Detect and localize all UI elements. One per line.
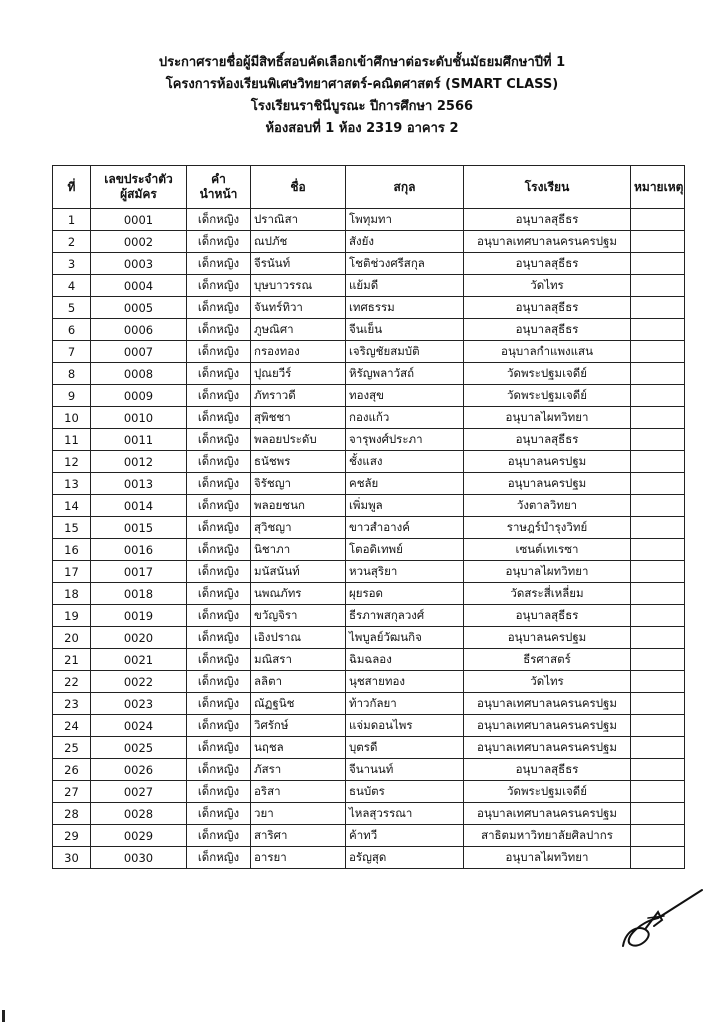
- cell-applicant-id: 0013: [91, 473, 187, 495]
- cell-remark: [631, 319, 685, 341]
- cell-prefix: เด็กหญิง: [187, 803, 251, 825]
- cell-prefix: เด็กหญิง: [187, 737, 251, 759]
- cell-no: 16: [53, 539, 91, 561]
- cell-no: 14: [53, 495, 91, 517]
- cell-applicant-id: 0030: [91, 847, 187, 869]
- table-row: [53, 847, 685, 869]
- cell-first-name: ปุณยวีร์: [251, 363, 346, 385]
- header-title: ประกาศรายชื่อผู้มีสิทธิ์สอบคัดเลือกเข้าศึกษาต่อระดับชั้นมัธยมศึกษาปีที่ 1: [158, 55, 566, 70]
- cell-last-name: ค้าทวี: [346, 825, 464, 847]
- table-row: [53, 341, 685, 363]
- header-project: โครงการห้องเรียนพิเศษวิทยาศาสตร์-คณิตศาสตร์ (SMART CLASS): [165, 77, 559, 92]
- cell-last-name: เทศธรรม: [346, 297, 464, 319]
- cell-applicant-id: 0029: [91, 825, 187, 847]
- cell-first-name: สุวิชญา: [251, 517, 346, 539]
- cell-first-name: นิชาภา: [251, 539, 346, 561]
- cell-school: ราษฎร์บำรุงวิทย์: [464, 517, 631, 539]
- cell-remark: [631, 737, 685, 759]
- cell-applicant-id: 0009: [91, 385, 187, 407]
- cell-no: 24: [53, 715, 91, 737]
- cell-last-name: อรัญสุด: [346, 847, 464, 869]
- cell-applicant-id: 0010: [91, 407, 187, 429]
- cell-school: อนุบาลไผทวิทยา: [464, 561, 631, 583]
- cell-no: 6: [53, 319, 91, 341]
- cell-applicant-id: 0028: [91, 803, 187, 825]
- cell-first-name: จิรัชญา: [251, 473, 346, 495]
- col-header-prefix-line1: คำ: [211, 172, 226, 186]
- cell-no: 2: [53, 231, 91, 253]
- cell-school: วัดไทร: [464, 275, 631, 297]
- cell-last-name: โพทุมทา: [346, 209, 464, 231]
- table-row: [53, 671, 685, 693]
- table-row: [53, 649, 685, 671]
- cell-first-name: มณิสรา: [251, 649, 346, 671]
- cell-prefix: เด็กหญิง: [187, 341, 251, 363]
- cell-applicant-id: 0012: [91, 451, 187, 473]
- cell-last-name: จีนานนท์: [346, 759, 464, 781]
- table-row: [53, 737, 685, 759]
- cell-prefix: เด็กหญิง: [187, 385, 251, 407]
- table-row: [53, 429, 685, 451]
- cell-prefix: เด็กหญิง: [187, 605, 251, 627]
- table-row: [53, 231, 685, 253]
- cell-no: 10: [53, 407, 91, 429]
- cell-remark: [631, 583, 685, 605]
- cell-prefix: เด็กหญิง: [187, 671, 251, 693]
- cell-no: 20: [53, 627, 91, 649]
- cell-no: 21: [53, 649, 91, 671]
- cell-school: อนุบาลไผทวิทยา: [464, 407, 631, 429]
- cell-applicant-id: 0018: [91, 583, 187, 605]
- cell-first-name: พลอยชนก: [251, 495, 346, 517]
- cell-prefix: เด็กหญิง: [187, 407, 251, 429]
- cell-last-name: หวนสุริยา: [346, 561, 464, 583]
- cell-remark: [631, 275, 685, 297]
- cell-first-name: ปราณิสา: [251, 209, 346, 231]
- cell-school: อนุบาลนครปฐม: [464, 473, 631, 495]
- cell-applicant-id: 0027: [91, 781, 187, 803]
- cell-first-name: นพณภัทร: [251, 583, 346, 605]
- cell-prefix: เด็กหญิง: [187, 561, 251, 583]
- cell-last-name: ท้าวกัลยา: [346, 693, 464, 715]
- cell-applicant-id: 0019: [91, 605, 187, 627]
- cell-applicant-id: 0006: [91, 319, 187, 341]
- cell-no: 9: [53, 385, 91, 407]
- cell-school: สาธิตมหาวิทยาลัยศิลปากร: [464, 825, 631, 847]
- table-row: [53, 253, 685, 275]
- cell-prefix: เด็กหญิง: [187, 473, 251, 495]
- table-row: [53, 319, 685, 341]
- cell-applicant-id: 0024: [91, 715, 187, 737]
- table-row: [53, 693, 685, 715]
- cell-first-name: วยา: [251, 803, 346, 825]
- cell-prefix: เด็กหญิง: [187, 781, 251, 803]
- cell-prefix: เด็กหญิง: [187, 583, 251, 605]
- col-header-remark: หมายเหตุ: [631, 166, 685, 209]
- cell-no: 15: [53, 517, 91, 539]
- cell-prefix: เด็กหญิง: [187, 649, 251, 671]
- cell-prefix: เด็กหญิง: [187, 495, 251, 517]
- col-header-first-name: ชื่อ: [251, 166, 346, 209]
- cell-remark: [631, 385, 685, 407]
- cell-no: 26: [53, 759, 91, 781]
- cell-remark: [631, 473, 685, 495]
- cell-remark: [631, 407, 685, 429]
- cell-no: 11: [53, 429, 91, 451]
- cell-remark: [631, 539, 685, 561]
- cell-first-name: ภัสรา: [251, 759, 346, 781]
- cell-last-name: ฉิมฉลอง: [346, 649, 464, 671]
- cell-applicant-id: 0023: [91, 693, 187, 715]
- cell-school: วังตาลวิทยา: [464, 495, 631, 517]
- cell-remark: [631, 495, 685, 517]
- cell-school: อนุบาลสุธีธร: [464, 297, 631, 319]
- col-header-applicant-id-line2: ผู้สมัคร: [120, 187, 157, 201]
- cell-school: อนุบาลสุธีธร: [464, 209, 631, 231]
- cell-applicant-id: 0017: [91, 561, 187, 583]
- cell-remark: [631, 781, 685, 803]
- col-header-prefix: [187, 166, 251, 209]
- table-row: [53, 803, 685, 825]
- cell-first-name: จันทร์ทิวา: [251, 297, 346, 319]
- table-row: [53, 473, 685, 495]
- cell-prefix: เด็กหญิง: [187, 627, 251, 649]
- table-row: [53, 385, 685, 407]
- table-row: [53, 759, 685, 781]
- cell-remark: [631, 363, 685, 385]
- cell-first-name: มนัสนันท์: [251, 561, 346, 583]
- cell-school: อนุบาลเทศบาลนครนครปฐม: [464, 803, 631, 825]
- cell-first-name: ณัฏฐนิช: [251, 693, 346, 715]
- cell-no: 18: [53, 583, 91, 605]
- cell-prefix: เด็กหญิง: [187, 231, 251, 253]
- table-row: [53, 363, 685, 385]
- document-header: [0, 52, 724, 140]
- col-header-applicant-id: [91, 166, 187, 209]
- cell-school: อนุบาลนครปฐม: [464, 627, 631, 649]
- cell-remark: [631, 627, 685, 649]
- cell-no: 12: [53, 451, 91, 473]
- cell-last-name: ขาวสำอางค์: [346, 517, 464, 539]
- cell-applicant-id: 0015: [91, 517, 187, 539]
- cell-no: 23: [53, 693, 91, 715]
- cell-last-name: แย้มดี: [346, 275, 464, 297]
- table-row: [53, 561, 685, 583]
- cell-no: 22: [53, 671, 91, 693]
- cell-last-name: ทองสุข: [346, 385, 464, 407]
- cell-first-name: เอิงปราณ: [251, 627, 346, 649]
- scan-edge-mark: [2, 1010, 5, 1022]
- cell-first-name: ณปภัช: [251, 231, 346, 253]
- table-row: [53, 407, 685, 429]
- cell-last-name: โชติช่วงศรีสกุล: [346, 253, 464, 275]
- cell-prefix: เด็กหญิง: [187, 517, 251, 539]
- cell-school: วัดไทร: [464, 671, 631, 693]
- cell-first-name: ภัทราวดี: [251, 385, 346, 407]
- cell-no: 17: [53, 561, 91, 583]
- cell-school: อนุบาลเทศบาลนครนครปฐม: [464, 231, 631, 253]
- cell-remark: [631, 253, 685, 275]
- cell-school: อนุบาลเทศบาลนครนครปฐม: [464, 715, 631, 737]
- cell-no: 13: [53, 473, 91, 495]
- cell-prefix: เด็กหญิง: [187, 759, 251, 781]
- cell-no: 27: [53, 781, 91, 803]
- cell-first-name: ภูษณิศา: [251, 319, 346, 341]
- cell-remark: [631, 561, 685, 583]
- table-body: [53, 209, 685, 869]
- cell-school: อนุบาลนครปฐม: [464, 451, 631, 473]
- table-row: [53, 781, 685, 803]
- cell-first-name: จีรนันท์: [251, 253, 346, 275]
- header-exam-room: ห้องสอบที่ 1 ห้อง 2319 อาคาร 2: [265, 121, 459, 136]
- table-row: [53, 627, 685, 649]
- cell-last-name: ไหลสุวรรณา: [346, 803, 464, 825]
- cell-prefix: เด็กหญิง: [187, 715, 251, 737]
- cell-school: อนุบาลสุธีธร: [464, 319, 631, 341]
- table-row: [53, 539, 685, 561]
- cell-first-name: อารยา: [251, 847, 346, 869]
- col-header-no: ที่: [53, 166, 91, 209]
- cell-last-name: โตอดิเทพย์: [346, 539, 464, 561]
- cell-remark: [631, 517, 685, 539]
- table-row: [53, 583, 685, 605]
- cell-school: เซนต์เทเรซา: [464, 539, 631, 561]
- col-header-prefix-line2: นำหน้า: [199, 187, 238, 201]
- cell-remark: [631, 649, 685, 671]
- cell-first-name: พลอยประดับ: [251, 429, 346, 451]
- cell-school: อนุบาลเทศบาลนครนครปฐม: [464, 737, 631, 759]
- col-header-applicant-id-line1: เลขประจำตัว: [104, 172, 173, 186]
- cell-last-name: จีนเย็น: [346, 319, 464, 341]
- cell-school: อนุบาลสุธีธร: [464, 759, 631, 781]
- cell-remark: [631, 605, 685, 627]
- cell-school: อนุบาลสุธีธร: [464, 605, 631, 627]
- cell-no: 8: [53, 363, 91, 385]
- cell-applicant-id: 0025: [91, 737, 187, 759]
- cell-applicant-id: 0004: [91, 275, 187, 297]
- table-row: [53, 825, 685, 847]
- cell-prefix: เด็กหญิง: [187, 297, 251, 319]
- cell-remark: [631, 715, 685, 737]
- cell-last-name: กองแก้ว: [346, 407, 464, 429]
- cell-no: 4: [53, 275, 91, 297]
- table-row: [53, 451, 685, 473]
- cell-prefix: เด็กหญิง: [187, 451, 251, 473]
- handwritten-signature: [618, 888, 704, 958]
- cell-remark: [631, 847, 685, 869]
- cell-school: อนุบาลสุธีธร: [464, 253, 631, 275]
- cell-applicant-id: 0021: [91, 649, 187, 671]
- cell-first-name: สาริศา: [251, 825, 346, 847]
- cell-last-name: ธนบัตร: [346, 781, 464, 803]
- cell-prefix: เด็กหญิง: [187, 693, 251, 715]
- cell-prefix: เด็กหญิง: [187, 825, 251, 847]
- cell-no: 19: [53, 605, 91, 627]
- cell-no: 28: [53, 803, 91, 825]
- cell-remark: [631, 803, 685, 825]
- header-school-year: โรงเรียนราชินีบูรณะ ปีการศึกษา 2566: [250, 99, 474, 114]
- cell-applicant-id: 0001: [91, 209, 187, 231]
- cell-last-name: ไพบูลย์วัฒนกิจ: [346, 627, 464, 649]
- cell-first-name: ธนัชพร: [251, 451, 346, 473]
- cell-no: 29: [53, 825, 91, 847]
- cell-first-name: สุพิชชา: [251, 407, 346, 429]
- cell-last-name: บุตรดี: [346, 737, 464, 759]
- cell-school: ธีรศาสตร์: [464, 649, 631, 671]
- cell-remark: [631, 209, 685, 231]
- cell-last-name: แจ่มดอนไพร: [346, 715, 464, 737]
- cell-last-name: ธีรภาพสกุลวงศ์: [346, 605, 464, 627]
- cell-last-name: คชลัย: [346, 473, 464, 495]
- cell-last-name: เพิ่มพูล: [346, 495, 464, 517]
- cell-applicant-id: 0020: [91, 627, 187, 649]
- cell-applicant-id: 0011: [91, 429, 187, 451]
- table-header-row: [53, 166, 685, 209]
- cell-school: อนุบาลสุธีธร: [464, 429, 631, 451]
- table-row: [53, 715, 685, 737]
- col-header-last-name: สกุล: [346, 166, 464, 209]
- cell-no: 3: [53, 253, 91, 275]
- cell-applicant-id: 0026: [91, 759, 187, 781]
- cell-prefix: เด็กหญิง: [187, 319, 251, 341]
- cell-remark: [631, 429, 685, 451]
- cell-last-name: เจริญชัยสมบัติ: [346, 341, 464, 363]
- cell-last-name: นุชสายทอง: [346, 671, 464, 693]
- cell-prefix: เด็กหญิง: [187, 363, 251, 385]
- cell-prefix: เด็กหญิง: [187, 847, 251, 869]
- cell-first-name: อริสา: [251, 781, 346, 803]
- candidate-table: [52, 165, 685, 869]
- table-row: [53, 297, 685, 319]
- cell-school: วัดสระสี่เหลี่ยม: [464, 583, 631, 605]
- cell-first-name: นฤชล: [251, 737, 346, 759]
- cell-school: อนุบาลไผทวิทยา: [464, 847, 631, 869]
- cell-applicant-id: 0007: [91, 341, 187, 363]
- cell-remark: [631, 693, 685, 715]
- cell-applicant-id: 0008: [91, 363, 187, 385]
- cell-school: วัดพระปฐมเจดีย์: [464, 781, 631, 803]
- cell-school: วัดพระปฐมเจดีย์: [464, 385, 631, 407]
- table-row: [53, 517, 685, 539]
- col-header-school: โรงเรียน: [464, 166, 631, 209]
- cell-last-name: สังยัง: [346, 231, 464, 253]
- cell-prefix: เด็กหญิง: [187, 209, 251, 231]
- table-row: [53, 209, 685, 231]
- cell-no: 30: [53, 847, 91, 869]
- cell-remark: [631, 451, 685, 473]
- cell-first-name: วิศรักษ์: [251, 715, 346, 737]
- cell-prefix: เด็กหญิง: [187, 429, 251, 451]
- cell-last-name: ชั้งแสง: [346, 451, 464, 473]
- cell-last-name: หิรัญพลาวัสถ์: [346, 363, 464, 385]
- cell-last-name: ผุยรอด: [346, 583, 464, 605]
- cell-no: 7: [53, 341, 91, 363]
- cell-school: อนุบาลเทศบาลนครนครปฐม: [464, 693, 631, 715]
- table-row: [53, 495, 685, 517]
- cell-first-name: ขวัญจิรา: [251, 605, 346, 627]
- cell-first-name: บุษบาวรรณ: [251, 275, 346, 297]
- cell-remark: [631, 671, 685, 693]
- cell-school: อนุบาลกำแพงแสน: [464, 341, 631, 363]
- cell-first-name: ลลิตา: [251, 671, 346, 693]
- cell-prefix: เด็กหญิง: [187, 539, 251, 561]
- cell-applicant-id: 0003: [91, 253, 187, 275]
- cell-remark: [631, 825, 685, 847]
- cell-applicant-id: 0022: [91, 671, 187, 693]
- cell-no: 25: [53, 737, 91, 759]
- cell-applicant-id: 0014: [91, 495, 187, 517]
- cell-last-name: จารุพงศ์ประภา: [346, 429, 464, 451]
- cell-applicant-id: 0016: [91, 539, 187, 561]
- cell-remark: [631, 297, 685, 319]
- cell-applicant-id: 0005: [91, 297, 187, 319]
- cell-no: 5: [53, 297, 91, 319]
- cell-prefix: เด็กหญิง: [187, 253, 251, 275]
- cell-school: วัดพระปฐมเจดีย์: [464, 363, 631, 385]
- cell-remark: [631, 231, 685, 253]
- cell-remark: [631, 341, 685, 363]
- table-row: [53, 275, 685, 297]
- cell-no: 1: [53, 209, 91, 231]
- cell-first-name: กรองทอง: [251, 341, 346, 363]
- cell-prefix: เด็กหญิง: [187, 275, 251, 297]
- cell-remark: [631, 759, 685, 781]
- table-row: [53, 605, 685, 627]
- cell-applicant-id: 0002: [91, 231, 187, 253]
